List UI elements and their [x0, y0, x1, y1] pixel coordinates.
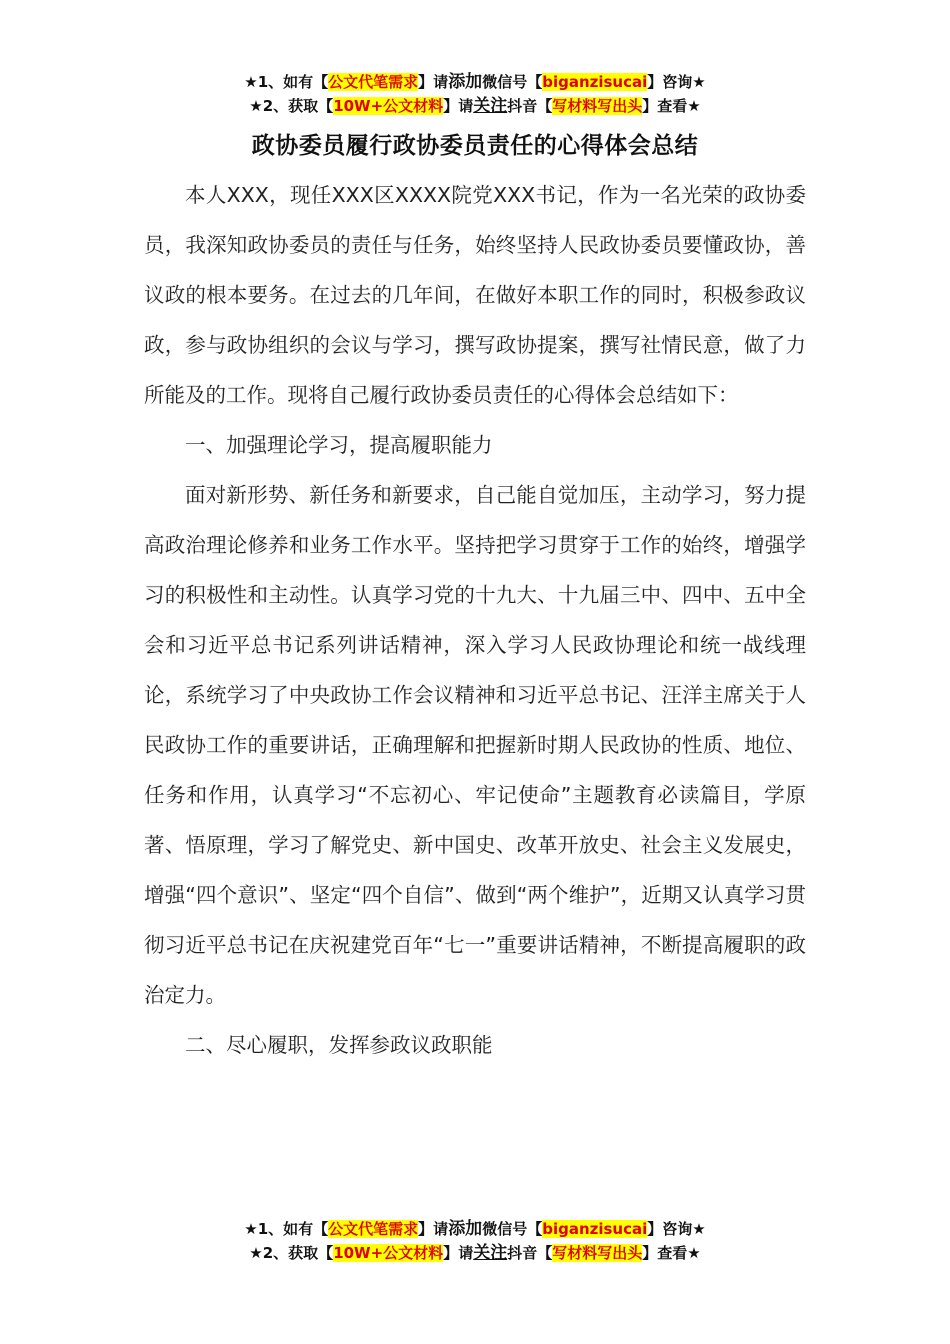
highlight-service: 公文代笔需求: [328, 73, 419, 91]
footer-banner: [0, 1217, 950, 1265]
banner-line-1: [0, 1217, 950, 1241]
banner-text: 微信号【: [482, 73, 543, 91]
highlight-account: 写材料写出头: [552, 1244, 643, 1262]
banner-emphasis: 添加: [448, 1219, 483, 1239]
banner-text: 】请: [418, 1220, 449, 1238]
banner-text: 微信号【: [482, 1220, 543, 1238]
highlight-wechat-id: biganzisucai: [542, 1220, 648, 1238]
section-heading-2: 二、尽心履职，发挥参政议政职能: [185, 1033, 493, 1057]
banner-emphasis: 添加: [448, 72, 483, 92]
document-title: 政协委员履行政协委员责任的心得体会总结: [251, 133, 699, 159]
highlight-service: 公文代笔需求: [328, 1220, 419, 1238]
paragraph-intro: 本人XXX，现任XXX区XXXX院党XXX书记，作为一名光荣的政协委员，我深知政协委员的责任与任务，始终坚持人民政协委员要懂政协，善议政的根本要务。在过去的几年间，在做好本职工作的同时，积极参政议政，参与政协组织的会议与学习，撰写政协提案，撰写社情民意，做了力所能及的工作。现将自己履行政协委员责任的心得体会总结如下：: [144, 183, 806, 407]
highlight-account: 写材料写出头: [552, 97, 643, 115]
highlight-wechat-id: biganzisucai: [542, 73, 648, 91]
section-heading-1: 一、加强理论学习，提高履职能力: [185, 433, 493, 457]
banner-text: 】查看★: [642, 1244, 701, 1262]
banner-emphasis: 关注: [473, 96, 508, 116]
highlight-materials: 10W+公文材料: [333, 1244, 444, 1262]
banner-text: ★2、获取【: [249, 97, 334, 115]
banner-text: ★1、如有【: [244, 1220, 329, 1238]
banner-text: 】请: [443, 97, 474, 115]
banner-text: 】咨询★: [647, 73, 706, 91]
banner-line-2: [0, 94, 950, 118]
highlight-materials: 10W+公文材料: [333, 97, 444, 115]
banner-line-2: [0, 1241, 950, 1265]
banner-text: ★1、如有【: [244, 73, 329, 91]
banner-line-1: [0, 70, 950, 94]
banner-text: 抖音【: [507, 97, 553, 115]
document-body: [144, 170, 806, 1070]
header-banner: [0, 70, 950, 118]
banner-emphasis: 关注: [473, 1243, 508, 1263]
banner-text: 抖音【: [507, 1244, 553, 1262]
banner-text: 】查看★: [642, 97, 701, 115]
banner-text: 】咨询★: [647, 1220, 706, 1238]
banner-text: 】请: [418, 73, 449, 91]
paragraph-section-1: 面对新形势、新任务和新要求，自己能自觉加压，主动学习，努力提高政治理论修养和业务工作水平。坚持把学习贯穿于工作的始终，增强学习的积极性和主动性。认真学习党的十九大、十九届三中、四中、五中全会和习近平总书记系列讲话精神，深入学习人民政协理论和统一战线理论，系统学习了中央政协工作会议精神和习近平总书记、汪洋主席关于人民政协工作的重要讲话，正确理解和把握新时期人民政协的性质、地位、任务和作用，认真学习“不忘初心、牢记使命”主题教育必读篇目，学原著、悟原理，学习了解党史、新中国史、改革开放史、社会主义发展史，增强“四个意识”、坚定“四个自信”、做到“两个维护”，近期又认真学习贯彻习近平总书记在庆祝建党百年“七一”重要讲话精神，不断提高履职的政治定力。: [144, 483, 806, 1007]
banner-text: ★2、获取【: [249, 1244, 334, 1262]
banner-text: 】请: [443, 1244, 474, 1262]
